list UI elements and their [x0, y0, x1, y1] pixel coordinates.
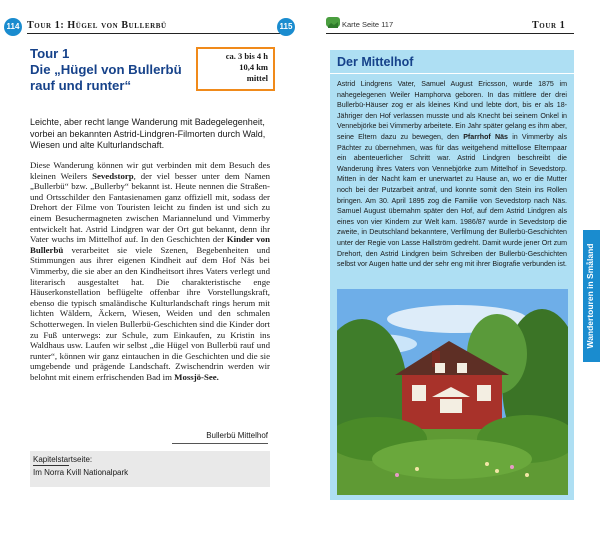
- map-icon: [326, 17, 340, 27]
- page-number-right: 115: [277, 18, 295, 36]
- body-text-bold: Kinder von Bullerbü: [30, 234, 270, 255]
- tour-body-text: [30, 160, 270, 382]
- box-body-text: [337, 79, 567, 270]
- body-text-bold: Sevedstorp: [92, 170, 134, 181]
- body-text-segment: Diese Wanderung können wir gut verbinden mit dem Besuch des kleinen Weilers: [30, 160, 270, 181]
- tour-duration: ca. 3 bis 4 h: [225, 51, 268, 61]
- chapter-start-rule: [33, 465, 69, 466]
- photo-caption-label: Bullerbü Mittelhof: [206, 431, 268, 440]
- tour-distance: 10,4 km: [239, 62, 268, 72]
- header-rule-left: [27, 33, 285, 34]
- chapter-start-text: Im Norra Kvill Nationalpark: [33, 468, 129, 477]
- body-text-segment: , der viel besser unter dem Namen „Bullerbü“ bzw. „Bullerby“ bekannt ist. Heute nennen die Straßen- und Ortsschilder den Fantasienamen ganz offiziell mit, sodass der Drehort der Filme von Touristen leicht zu finden ist und sich zu einem Besuchermagneten zwischen Mariannelund und Vimmerby entwickelt hat. Astrid Lindgren war der Ort gut bekannt, denn ihr Vater wuchs im Mittelhof auf. In den Geschichten der: [30, 170, 270, 245]
- running-header-left: Tour 1: Hügel von Bullerbü: [27, 20, 167, 31]
- tour-title: Tour 1 Die „Hügel von Bullerbü rauf und runter“: [30, 46, 182, 93]
- box-title-rule: [330, 73, 574, 74]
- body-text-bold: Mossjö-See.: [174, 371, 219, 382]
- tour-difficulty: mittel: [246, 73, 268, 83]
- photo-mittelhof-house: [337, 289, 568, 495]
- body-text-segment: verarbeitet sie viele Szenen, Begebenheiten und Stimmungen aus ihrer eigenen Kindheit auf dem Hof Näs bei Vimmerby, die sie aber an den Kindheitsort ihres Vaters verlegt und literarisch ausgestaltet hat. Die charakteristische enge Häuserkonstellation beflügelte offenbar ihre Vorstellungskraft, ebenso die typisch smaländische Kulturlandschaft rings herum mit lichten Wäldern, Äckern, Wiesen, Weiden und den schmalen Schotterwegen. In vielen Bullerbü-Geschichten sind die Kinder dort zu Fuß unterwegs: zur Schule, zum Einkaufen, zu Kristin ins Waldhaus usw. Laufen wir selbst „die Hügel von Bullerbü rauf und runter“, können wir ganz eintauchen in die Geschichten und die sie umgebende und prägende Landschaft. Zwischendrin werden wir belohnt mit einem erfrischenden Bad im: [30, 244, 270, 382]
- tour-intro: Leichte, aber recht lange Wanderung mit Badegelegenheit, vorbei an bekannten Astrid-Lindgren-Filmorten durch Wald, Wiesen und alte Kulturlandschaft.: [30, 117, 266, 150]
- box-text-segment: in Vimmerby als Pächter zu übernehmen, was für das weitgehend mittellose Elternpaar ein abenteuerlicher Schritt war. Astrid Lindgren beschreibt die Wanderung ihres Vaters von Vennebjörke zum Mittelhof in Sevedstorp. Mitten in der Nacht kam er unerwartet zu Hause an, wo er die Mutter noch bei der Putzarbeit antraf, und konnte somit den Stein ins Rollen bringen. Am 30. April 1895 zog die Familie von Sevedstorp nach Näs. Samuel August übernahm später den Hof, auf dem Astrid Lindgren als eines von vier Kindern zur Welt kam. 1986/87 wurde in Sevedstorp die zweite, in Deutschland bekanntere, Verfilmung der Bullerbü-Geschichten unter der Regie von Lasse Hallström gedreht. Damit wurde jener Ort zum Drehort, den Astrid Lindgren beim Schreiben der Bullerbü-Geschichten selbst vor Augen hatte und der sehr eng mit ihrer Biografie verbunden ist.: [337, 132, 567, 269]
- caption-rule: [172, 443, 268, 444]
- page-number-left: 114: [4, 18, 22, 36]
- chapter-side-tab-label: Wandertouren in Småland: [585, 243, 595, 349]
- box-text-bold: Pfarrhof Näs: [463, 132, 508, 141]
- box-text-segment: Astrid Lindgrens Vater, Samuel August Ericsson, wurde 1875 im nahegelegenen Weiler Hamphorva geboren. In das mittlere der drei Bullerbü-Häuser zog er als kleines Kind und lebte dort, bis er als 18-Jähriger den Hof verlassen musste und als Knecht bei seinem Onkel in Vennebjörke bei Vimmerby arbeitete. Ein Jahr später gelang es ihm aber, seine Eltern dazu zu bewegen, den: [337, 80, 567, 141]
- chapter-start-label: Kapitelstartseite:: [33, 455, 93, 464]
- box-title: Der Mittelhof: [337, 55, 414, 69]
- header-rule-right: [326, 33, 574, 34]
- running-header-right: Tour 1: [532, 20, 566, 31]
- map-reference: Karte Seite 117: [342, 20, 394, 29]
- tour-info-box: [196, 47, 275, 91]
